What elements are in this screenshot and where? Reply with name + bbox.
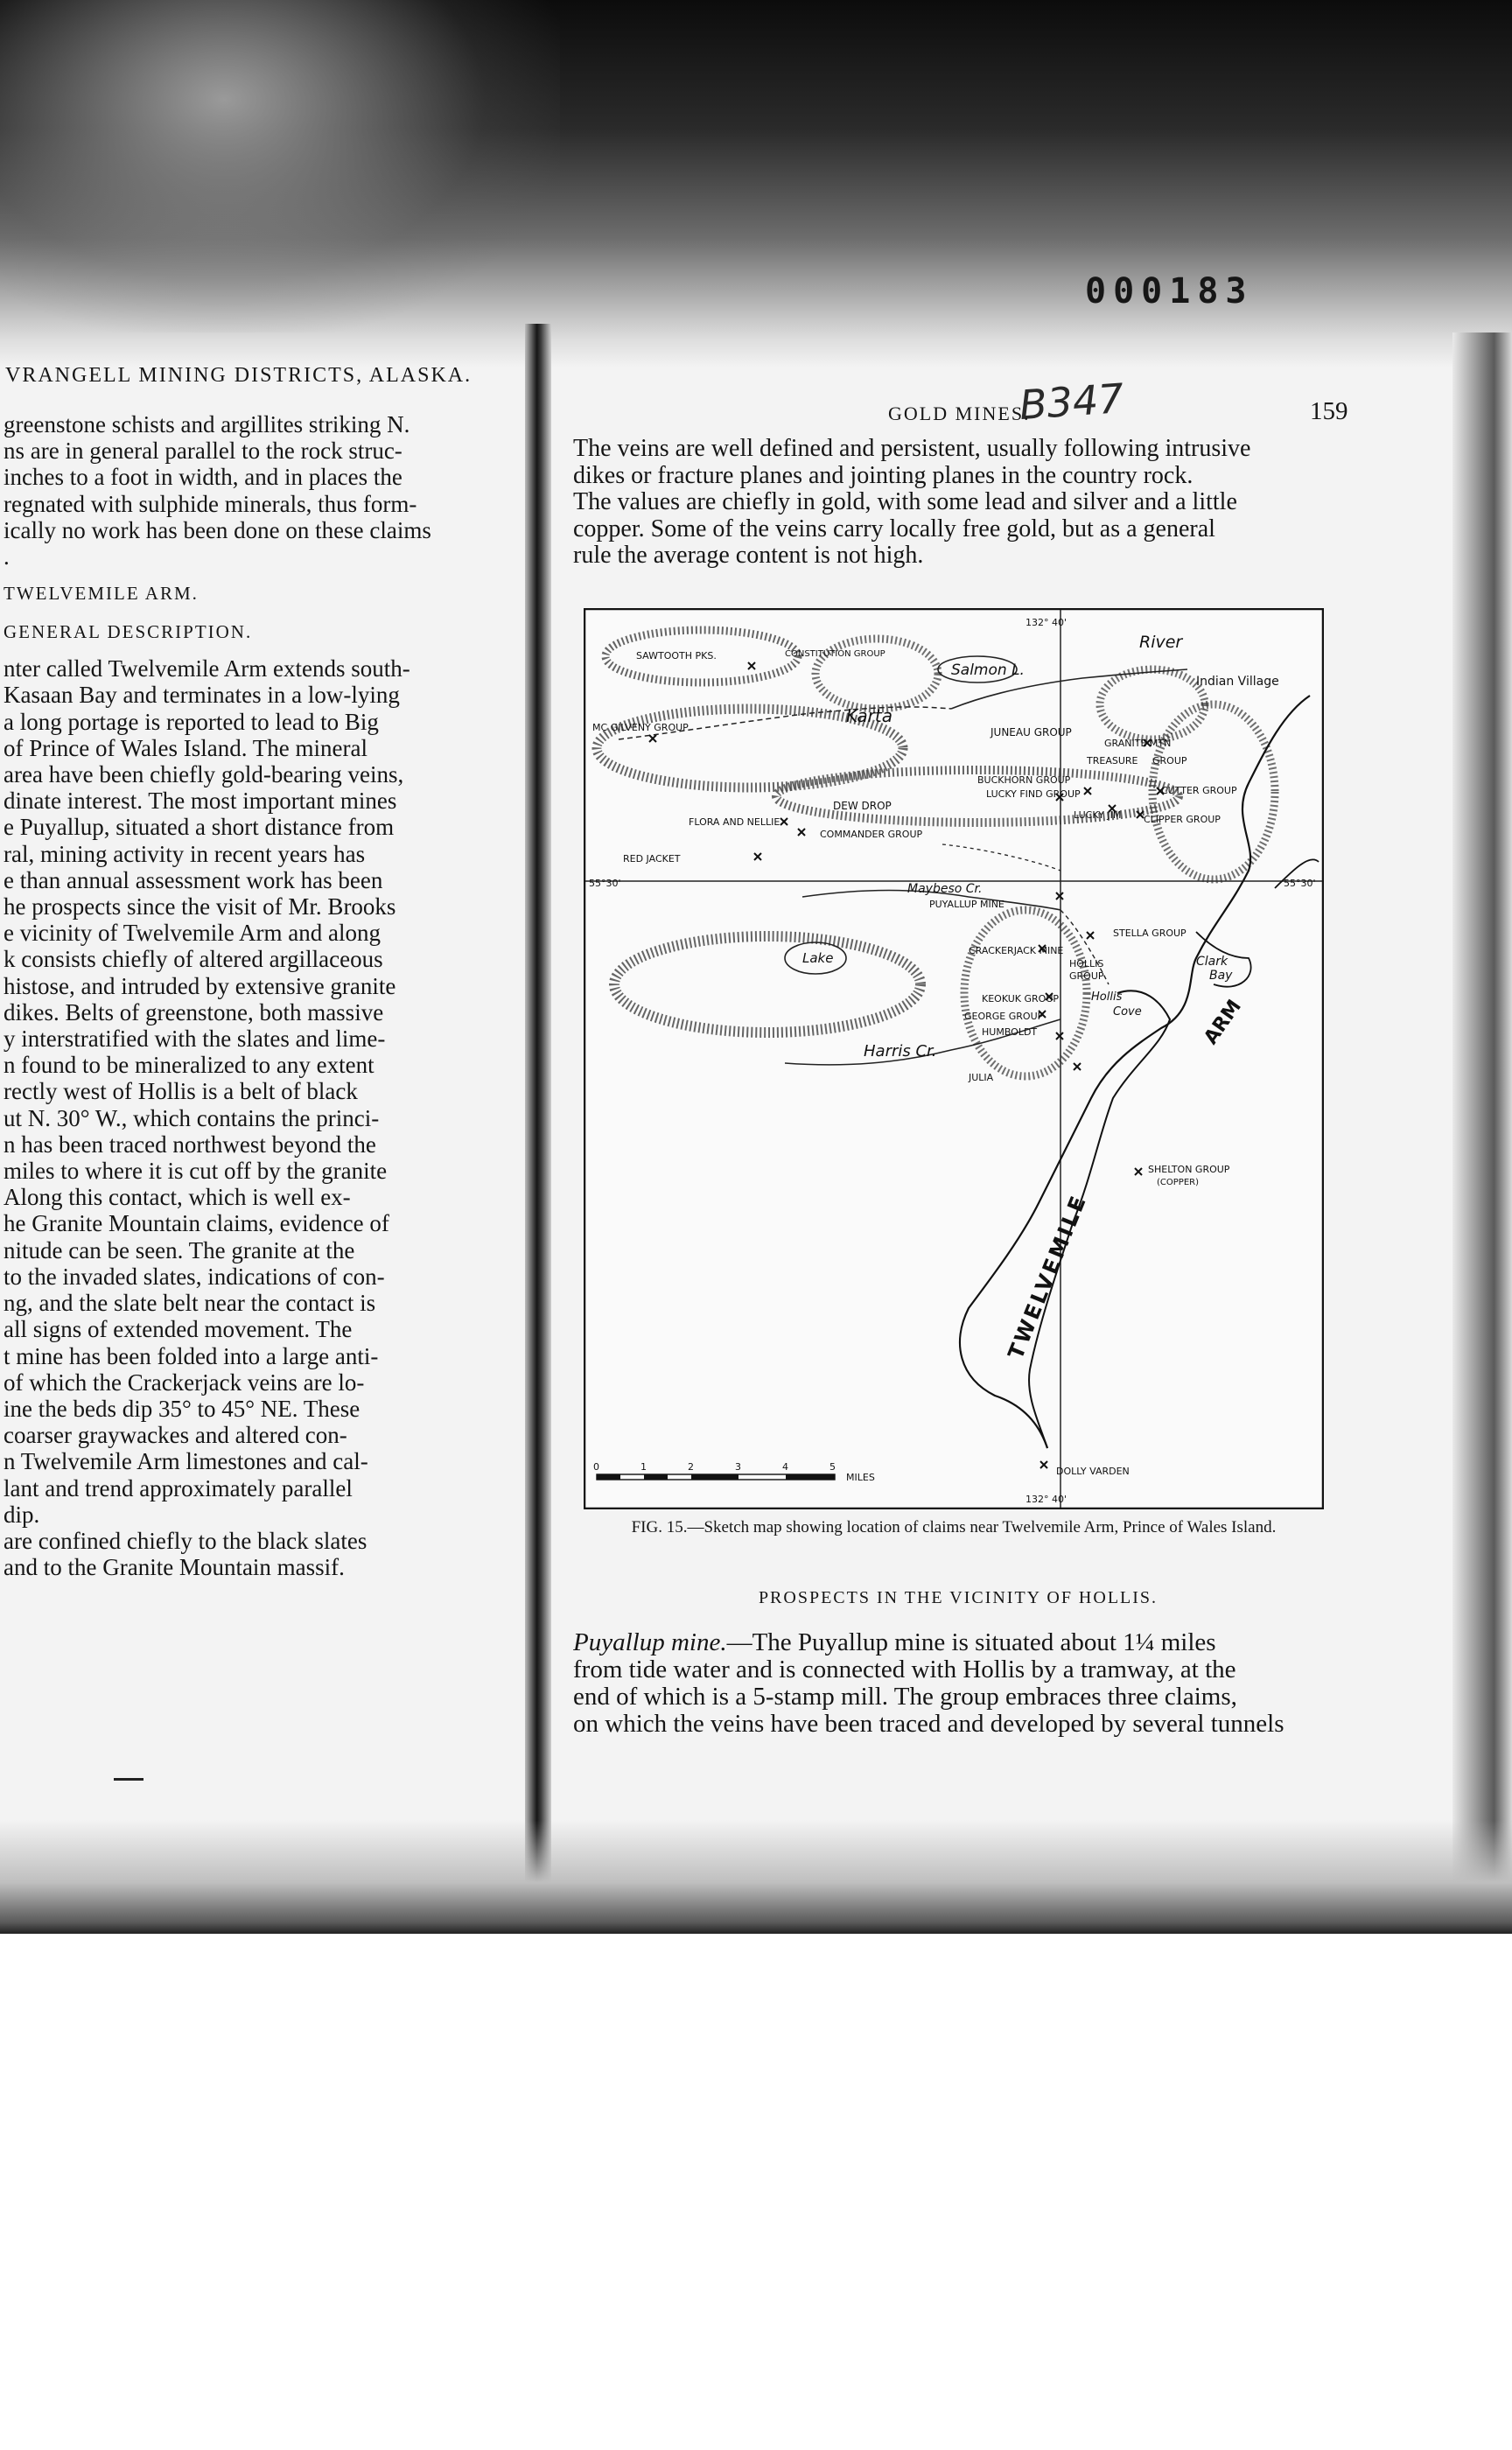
intro-paragraph — [573, 436, 1343, 570]
text-line: miles to where it is cut off by the granite — [4, 1158, 388, 1185]
label-treasure: TREASURE — [1087, 755, 1138, 766]
label-julia: JULIA — [969, 1072, 994, 1083]
text-line: k consists chiefly of altered argillaceous — [4, 946, 383, 973]
label-lat-right: 55°30' — [1284, 878, 1316, 889]
label-clipper: CLIPPER GROUP — [1144, 814, 1221, 825]
scale-label-3: 3 — [735, 1461, 741, 1473]
label-humboldt: HUMBOLDT — [982, 1026, 1038, 1038]
text-line: nter called Twelvemile Arm extends south- — [4, 655, 410, 682]
label-mcgilveny: MC GILVENY GROUP — [592, 722, 689, 733]
label-cutter: CUTTER GROUP — [1161, 785, 1237, 796]
text-line: he prospects since the visit of Mr. Brooks — [4, 893, 396, 920]
top-shadow-highlight — [0, 0, 560, 332]
text-line: Kasaan Bay and terminates in a low-lying — [4, 682, 400, 709]
text-line: to the invaded slates, indications of con- — [4, 1263, 385, 1290]
text-line: ral, mining activity in recent years has — [4, 840, 366, 867]
text-line: dinate interest. The most important mines — [4, 788, 397, 815]
label-granite-mtn: GRANITE MTN — [1104, 738, 1172, 749]
subsection-heading: GENERAL DESCRIPTION. — [4, 621, 253, 643]
text-line: and to the Granite Mountain massif. — [4, 1554, 345, 1581]
text-line: ng, and the slate belt near the contact is — [4, 1290, 376, 1317]
text-line: from tide water and is connected with Hollis by a tramway, at the — [573, 1656, 1236, 1684]
label-cove: Cove — [1113, 1005, 1142, 1018]
label-river: River — [1139, 633, 1183, 652]
label-keokuk: KEOKUK GROUP — [982, 993, 1060, 1004]
text-line: of which the Crackerjack veins are lo- — [4, 1368, 365, 1396]
scale-unit: MILES — [846, 1472, 875, 1483]
tail-paragraph — [573, 1629, 1343, 1738]
text-line: e Puyallup, situated a short distance from — [4, 814, 395, 841]
scale-label-4: 4 — [782, 1461, 788, 1473]
text-line — [573, 1629, 1343, 1656]
text-line: lant and trend approximately parallel — [4, 1474, 353, 1502]
label-dolly-varden: DOLLY VARDEN — [1056, 1466, 1130, 1477]
label-juneau: JUNEAU GROUP — [990, 726, 1072, 738]
text-line: ine the beds dip 35° to 45° NE. These — [4, 1395, 360, 1422]
right-running-head: GOLD MINES. — [888, 402, 1031, 424]
sketch-map — [584, 608, 1324, 1509]
label-copper: (COPPER) — [1157, 1178, 1199, 1187]
label-indian-village: Indian Village — [1196, 675, 1279, 689]
text-line: inches to a foot in width, and in places the — [4, 464, 402, 491]
label-sawtooth: SAWTOOTH PKS. — [636, 650, 717, 662]
book-gutter — [525, 324, 551, 1934]
left-body — [4, 411, 507, 1580]
stamp-number: 000183 — [1085, 271, 1254, 312]
text-line: dikes or fracture planes and jointing planes in the country rock. — [573, 462, 1194, 489]
label-stella: STELLA GROUP — [1113, 928, 1186, 939]
text-line: The veins are well defined and persistent, usually following intrusive — [573, 436, 1251, 462]
text-line: ically no work has been done on these claims — [4, 516, 431, 543]
text-line: n Twelvemile Arm limestones and cal- — [4, 1448, 368, 1475]
label-buckhorn: BUCKHORN GROUP — [977, 774, 1071, 786]
label-flora-nellie: FLORA AND NELLIE — [689, 816, 780, 828]
label-george: GEORGE GROUP — [964, 1011, 1044, 1022]
label-commander: COMMANDER GROUP — [820, 829, 923, 840]
text-line: nitude can be seen. The granite at the — [4, 1236, 355, 1264]
label-arm: ARM — [1200, 996, 1246, 1049]
page-edge — [1452, 332, 1512, 1934]
label-karta: Karta — [846, 705, 892, 726]
label-hollis-town: Hollis — [1091, 990, 1123, 1004]
sketch-map-figure — [584, 608, 1324, 1509]
text-line: n found to be mineralized to any extent — [4, 1052, 374, 1079]
label-lucky-find: LUCKY FIND GROUP — [986, 788, 1081, 800]
text-line-rest: —The Puyallup mine is situated about 1¼ miles — [726, 1629, 1216, 1656]
label-lat-left: 55°30' — [589, 878, 621, 889]
text-line: n has been traced northwest beyond the — [4, 1130, 376, 1158]
handwritten-mark: B347 — [1018, 374, 1126, 430]
text-line: area have been chiefly gold-bearing veins, — [4, 761, 404, 788]
scale-label-2: 2 — [688, 1461, 694, 1473]
label-hollis-group: GROUP — [1069, 970, 1104, 982]
left-body-lines — [4, 655, 507, 1580]
map-frame — [584, 609, 1323, 1508]
label-lon-bottom: 132° 40' — [1026, 1494, 1068, 1505]
text-line: rectly west of Hollis is a belt of black — [4, 1078, 358, 1105]
text-line: a long portage is reported to lead to Big — [4, 708, 379, 735]
page-number: 159 — [1310, 397, 1348, 425]
text-line: are confined chiefly to the black slates — [4, 1527, 368, 1554]
text-line: ns are in general parallel to the rock struc- — [4, 438, 402, 465]
text-line: histose, and intruded by extensive granite — [4, 972, 396, 999]
text-line: greenstone schists and argillites striking N. — [4, 411, 410, 438]
bottom-shadow — [0, 1820, 1512, 1934]
label-crackerjack: CRACKERJACK MINE — [969, 945, 1064, 956]
label-lake: Lake — [802, 950, 834, 966]
text-line: of Prince of Wales Island. The mineral — [4, 734, 368, 761]
text-line: . — [4, 543, 10, 570]
text-line: he Granite Mountain claims, evidence of — [4, 1210, 389, 1237]
label-hollis: HOLLIS — [1069, 958, 1104, 970]
label-constitution: CONSTITUTION GROUP — [785, 649, 886, 659]
left-running-head: VRANGELL MINING DISTRICTS, ALASKA. — [5, 364, 472, 387]
section-subheading: PROSPECTS IN THE VICINITY OF HOLLIS. — [758, 1588, 1158, 1607]
text-line: regnated with sulphide minerals, thus form- — [4, 490, 417, 517]
label-salmon: Salmon L. — [951, 662, 1025, 679]
right-header — [573, 385, 1348, 425]
label-puyallup: PUYALLUP MINE — [929, 899, 1004, 910]
label-twelvemile: TWELVEMILE — [1003, 1190, 1092, 1363]
label-dew-drop: DEW DROP — [833, 800, 892, 812]
text-line: The values are chiefly in gold, with some lead and silver and a little — [573, 489, 1237, 515]
label-harris: Harris Cr. — [864, 1042, 937, 1060]
text-line: on which the veins have been traced and developed by several tunnels — [573, 1711, 1284, 1738]
label-treasure-group: GROUP — [1152, 755, 1187, 766]
scale-label-5: 5 — [830, 1461, 836, 1473]
text-line: dikes. Belts of greenstone, both massive — [4, 998, 384, 1026]
label-bay: Bay — [1209, 969, 1233, 983]
paragraph-lead: Puyallup mine. — [573, 1629, 727, 1656]
text-line: Along this contact, which is well ex- — [4, 1184, 351, 1211]
text-line: coarser graywackes and altered con- — [4, 1422, 347, 1449]
label-lon-top: 132° 40' — [1026, 617, 1068, 628]
label-lucky-jim: LUCKY JIM — [1074, 809, 1122, 821]
text-line: t mine has been folded into a large anti- — [4, 1342, 379, 1369]
text-line: rule the average content is not high. — [573, 542, 924, 569]
text-line: all signs of extended movement. The — [4, 1316, 353, 1343]
text-line: dip. — [4, 1501, 40, 1528]
text-line: e than annual assessment work has been — [4, 866, 383, 893]
label-red-jacket: RED JACKET — [623, 853, 681, 864]
label-clark: Clark — [1196, 955, 1228, 969]
text-line: end of which is a 5-stamp mill. The group embraces three claims, — [573, 1684, 1237, 1711]
text-line: y interstratified with the slates and lime- — [4, 1026, 386, 1053]
text-line: copper. Some of the veins carry locally free gold, but as a general — [573, 515, 1215, 542]
text-line: e vicinity of Twelvemile Arm and along — [4, 920, 382, 947]
text-line: ut N. 30° W., which contains the princi- — [4, 1104, 380, 1131]
dash-mark — [114, 1778, 144, 1781]
label-shelton: SHELTON GROUP — [1148, 1164, 1230, 1175]
scale-label-0: 0 — [593, 1461, 599, 1473]
scale-label-1: 1 — [640, 1461, 647, 1473]
figure-caption: FIG. 15.—Sketch map showing location of claims near Twelvemile Arm, Prince of Wales Island. — [631, 1518, 1277, 1536]
label-maybeso: Maybeso Cr. — [907, 882, 983, 896]
section-heading: TWELVEMILE ARM. — [4, 583, 199, 605]
